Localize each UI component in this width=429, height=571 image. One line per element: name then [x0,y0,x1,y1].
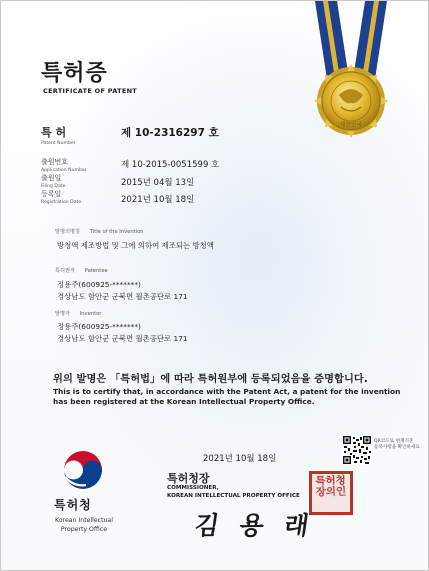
statement-en-line1: This is to certify that, in accordance with the Patent Act, a patent for the invention [53,387,401,396]
invention-label [55,228,144,235]
patent-label-en: Patent Number [41,141,76,146]
invention-label-en: Title of the Invention [89,229,144,235]
application-label: 출원번호 [41,158,69,166]
filing-label-en: Filing Date [41,184,66,189]
qr-note-line2: 등록사항을 확인하세요 [374,445,420,450]
registration-label-en: Registration Date [41,200,82,205]
inventor-label [55,310,101,317]
medal-text: 대한민국 [340,122,362,128]
certification-statement-ko: 위의 발명은 「특허법」에 따라 특허원부에 등록되었음을 증명합니다. [53,374,368,385]
commissioner-title-en [167,484,300,500]
registration-date: 2021년 10월 18일 [121,195,195,205]
application-number: 제 10-2015-0051599 호 [121,160,220,170]
patentee-label [55,267,108,274]
seal-text: 특허청장의인 [315,474,347,499]
filing-date: 2015년 04월 13일 [121,178,195,188]
commissioner-title: 특허청장 [167,472,210,485]
commissioner-en-line1: COMMISSIONER, [167,485,219,491]
certification-statement-en [53,387,400,407]
patent-number: 제 10-2316297 호 [121,127,219,139]
patentee-label-en: Patentee [84,268,108,274]
kipo-logo-icon [60,447,106,493]
certificate-subtitle: CERTIFICATE OF PATENT [43,87,138,95]
inventor-label-ko: 발명자 [55,311,71,317]
commissioner-en-line2: KOREAN INTELLECTUAL PROPERTY OFFICE [167,493,300,499]
inventor-address: 경상남도 함안군 군북면 월촌공단로 171 [57,334,188,343]
invention-title: 방청액 제조방법 및 그에 의하여 제조되는 방청액 [57,241,214,250]
certificate-title: 특허증 [41,61,108,86]
application-label-en: Application Number [41,168,87,173]
logo-name-ko: 특허청 [54,498,92,512]
commissioner-signature: 김 용 래 [192,511,317,540]
patentee-name: 정용주(600925-*******) [57,280,141,289]
inventor-label-en: Inventor [79,311,102,317]
logo-name-en: Korean Intellectual Property Office [55,517,113,533]
registration-label: 등록일 [41,190,62,198]
filing-label: 출원일 [41,174,62,182]
invention-label-ko: 발명의명칭 [55,229,81,235]
ribbon-medal-icon [301,1,401,141]
patentee-label-ko: 특허권자 [55,268,76,274]
inventor-name: 정용주(600925-*******) [57,322,141,331]
issue-date: 2021년 10월 18일 [203,454,277,464]
qr-note-line1: QR코드로 현재기준 [374,439,414,444]
qr-code-icon[interactable] [342,435,372,465]
statement-en-line2: has been registered at the Korean Intellectual Property Office. [53,397,315,406]
patent-label: 특 허 [41,126,67,139]
qr-note [374,439,420,451]
patentee-address: 경상남도 함안군 군북면 월촌공단로 171 [57,292,188,301]
